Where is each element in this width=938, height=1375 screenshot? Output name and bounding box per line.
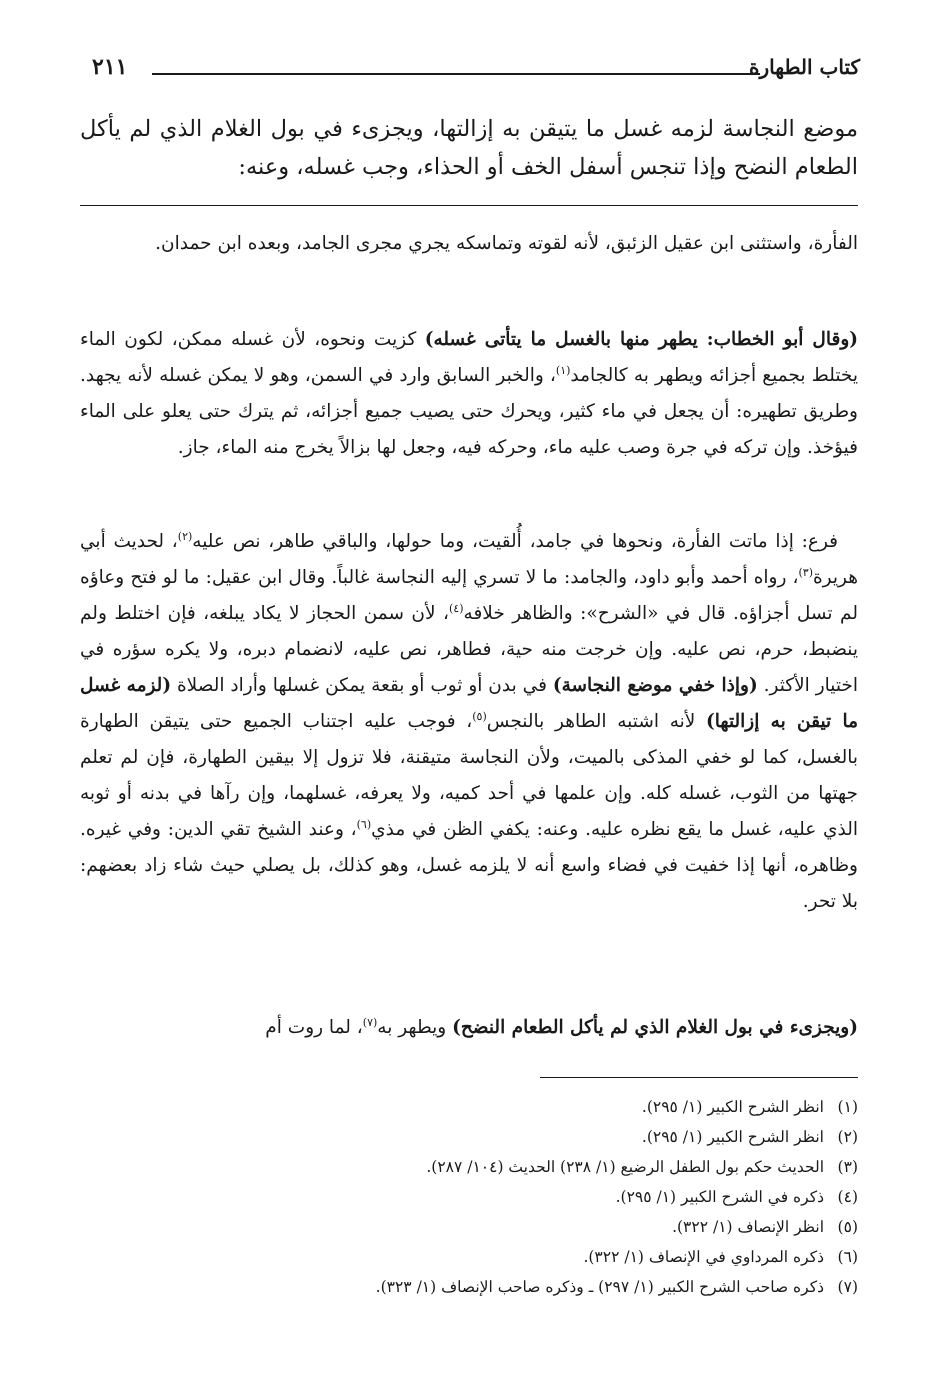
footnote bbox=[80, 1182, 858, 1212]
main-text-divider bbox=[80, 205, 858, 206]
footnote-text: انظر الإنصاف (١/ ٣٢٢). bbox=[672, 1218, 824, 1236]
footnote-text: الحديث حكم بول الطفل الرضيع (١/ ٢٣٨) الحديث (١٠٤/ ٢٨٧). bbox=[426, 1158, 824, 1176]
footnote-number: (٤) bbox=[837, 1188, 858, 1206]
footnote-ref-3[interactable]: (٣) bbox=[798, 565, 813, 579]
commentary-text: ، لأن سمن الحجاز لا يكاد يبلغه، فإن اختلط ولم ينضبط، حرم، نص عليه. وإن خرجت منه حية، فطاهر، نص عليه، لانضمام دبره، ولا يكره سؤره في اختيار الأكثر. bbox=[80, 603, 859, 696]
footnote-number: (٧) bbox=[837, 1278, 858, 1296]
commentary bbox=[80, 226, 858, 1056]
commentary-text: في بدن أو ثوب أو بقعة يمكن غسلها وأراد الصلاة bbox=[171, 675, 553, 696]
footnote-number: (٥) bbox=[837, 1218, 858, 1236]
footnote-number: (٦) bbox=[837, 1248, 858, 1266]
commentary-text: ، لحديث أبي هريرة bbox=[80, 531, 858, 588]
commentary-text: كزيت ونحوه، لأن غسله ممكن، لكون الماء يختلط بجميع أجزائه ويطهر به كالجامد bbox=[80, 329, 858, 386]
main-text: موضع النجاسة لزمه غسل ما يتيقن به إزالتها، ويجزىء في بول الغلام الذي لم يأكل الطعام النضح وإذا تنجس أسفل الخف أو الحذاء، وجب غسله، وعنه: bbox=[80, 116, 858, 180]
footnote-number: (٣) bbox=[837, 1158, 858, 1176]
footnote-ref-1[interactable]: (١) bbox=[555, 363, 571, 377]
commentary-text: ، وعند الشيخ تقي الدين: وفي غيره. وظاهره، أنها إذا خفيت في فضاء واسع أنه لا يلزمه غسل، وهو كذلك، بل يصلي حيث شاء زاد بعضهم: بلا تحر. bbox=[80, 819, 858, 912]
footnote bbox=[80, 1272, 858, 1302]
footnote-text: انظر الشرح الكبير (١/ ٢٩٥). bbox=[641, 1128, 824, 1146]
commentary-paragraph-3 bbox=[80, 524, 858, 994]
commentary-text: لأنه اشتبه الطاهر بالنجس bbox=[486, 711, 707, 732]
commentary-text: ، فوجب عليه اجتناب الجميع حتى يتيقن الطهارة بالغسل، كما لو خفي المذكى بالميت، ولأن النجاسة متيقنة، فلا تزول إلا بيقين الطهارة، فإن لم تعلم جهتها من الثوب، غسله كله. وإن علمها في أحد كميه، ولا يعرفه، غسلهما، وإن رآها في بدنه أو ثوبه الذي عليه، غسل ما يقع نظره عليه. وعنه: يكفي الظن في مذي bbox=[80, 711, 858, 840]
commentary-paragraph-1: الفأرة، واستثنى ابن عقيل الزئبق، لأنه لقوته وتماسكه يجري مجرى الجامد، وبعده ابن حمدان. bbox=[155, 233, 858, 254]
commentary-text: ، لما روت أم bbox=[265, 1017, 363, 1038]
footnote-ref-5[interactable]: (٥) bbox=[472, 709, 487, 723]
footnote-ref-6[interactable]: (٦) bbox=[356, 817, 372, 831]
footnote-text: انظر الشرح الكبير (١/ ٢٩٥). bbox=[641, 1098, 824, 1116]
quoted-matn: (ويجزىء في بول الغلام الذي لم يأكل الطعام النضح) bbox=[452, 1017, 858, 1038]
footnote bbox=[80, 1152, 858, 1182]
footnote bbox=[80, 1242, 858, 1272]
footnote-ref-7[interactable]: (٧) bbox=[362, 1015, 378, 1029]
commentary-paragraph-4 bbox=[80, 1010, 858, 1046]
footnote-text: ذكره المرداوي في الإنصاف (١/ ٣٢٢). bbox=[583, 1248, 824, 1266]
footnote bbox=[80, 1212, 858, 1242]
footnote-number: (١) bbox=[837, 1098, 858, 1116]
header-rule bbox=[152, 73, 760, 75]
quoted-matn: (وإذا خفي موضع النجاسة) bbox=[552, 675, 758, 696]
footnote-separator bbox=[540, 1077, 858, 1078]
commentary-text: ، والخبر السابق وارد في السمن، وهو لا يمكن غسله لأنه يجهد. وطريق تطهيره: أن يجعل في ماء كثير، ويحرك حتى يصيب جميع أجزائه، ثم يترك حتى يعلو على الماء فيؤخذ. وإن تركه في جرة وصب عليه ماء، وحركه فيه، وجعل لها بزالاً يخرج منه الماء، جاز. bbox=[80, 365, 858, 458]
footnotes bbox=[80, 1092, 858, 1302]
commentary-text: ويطهر به bbox=[377, 1017, 453, 1038]
book-title: كتاب الطهارة bbox=[749, 55, 860, 79]
footnote bbox=[80, 1122, 858, 1152]
footnote-text: ذكره صاحب الشرح الكبير (١/ ٢٩٧) ـ وذكره صاحب الإنصاف (١/ ٣٢٣). bbox=[375, 1278, 824, 1296]
footnote-ref-4[interactable]: (٤) bbox=[449, 601, 464, 615]
quoted-matn: (لزمه غسل ما تيقن به إزالتها) bbox=[80, 675, 858, 732]
commentary-text: فرع: إذا ماتت الفأرة، ونحوها في جامد، أُلقيت، وما حولها، والباقي طاهر، نص عليه bbox=[192, 531, 839, 552]
footnote-number: (٢) bbox=[837, 1128, 858, 1146]
footnote bbox=[80, 1092, 858, 1122]
commentary-text: ، رواه أحمد وأبو داود، والجامد: ما لا تسري إليه النجاسة غالباً. وقال ابن عقيل: ما لو فتح وعاؤه لم تسل أجزاؤه. قال في «الشرح»: والظاهر خلافه bbox=[80, 567, 858, 624]
commentary-paragraph-2 bbox=[80, 322, 858, 504]
page-number: ٢١١ bbox=[92, 54, 128, 80]
footnote-text: ذكره في الشرح الكبير (١/ ٢٩٥). bbox=[615, 1188, 824, 1206]
footnote-ref-2[interactable]: (٢) bbox=[177, 529, 193, 543]
quoted-matn: (وقال أبو الخطاب: يطهر منها بالغسل ما يتأتى غسله) bbox=[424, 329, 859, 350]
running-header bbox=[92, 52, 860, 88]
